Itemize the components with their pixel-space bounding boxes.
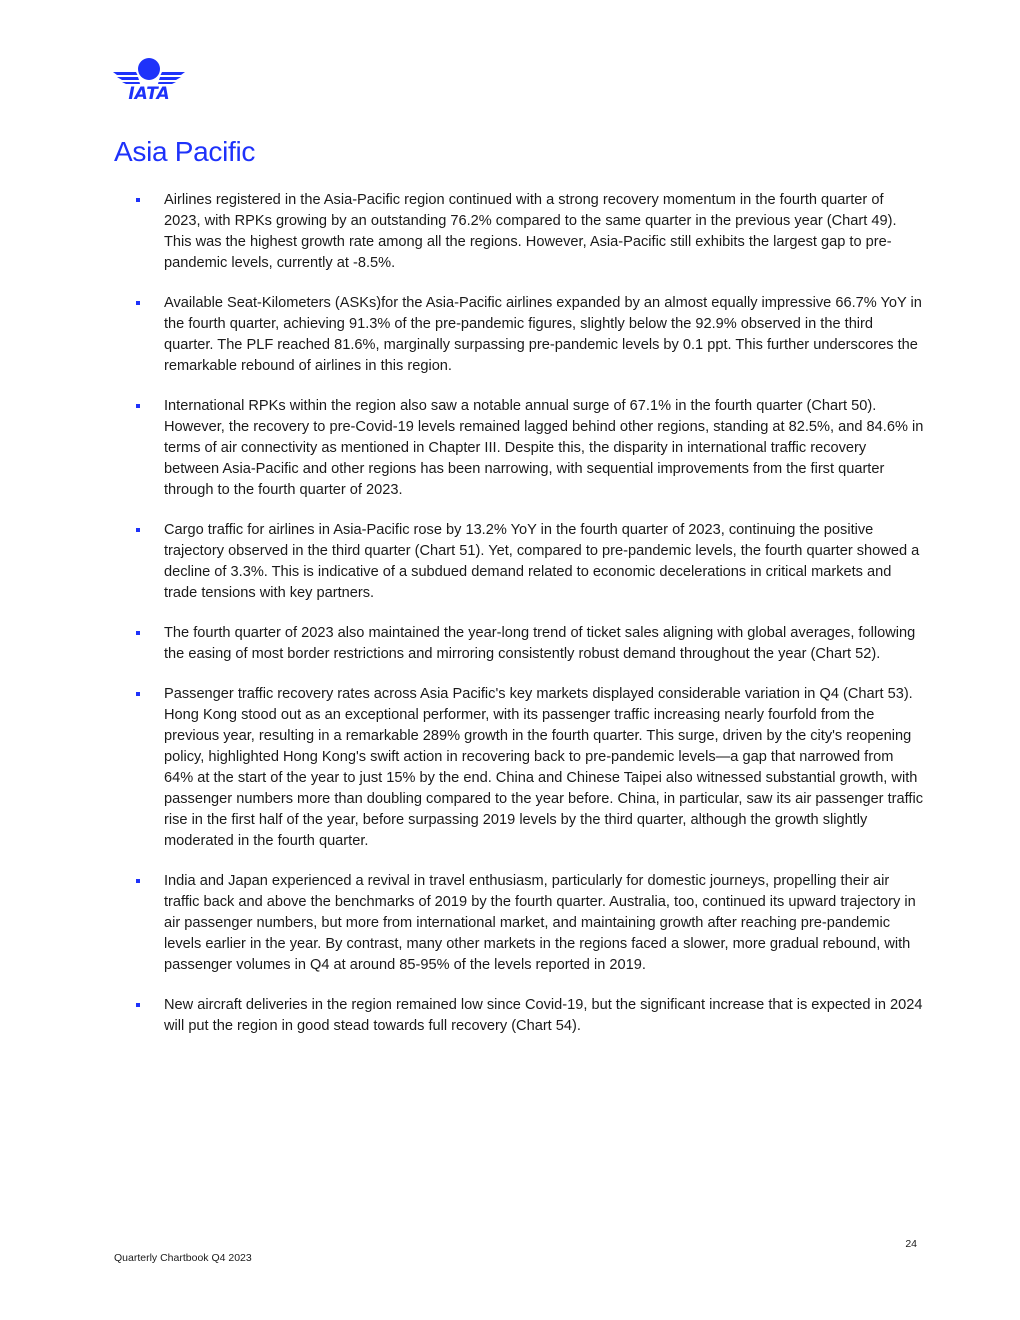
list-item: [134, 190, 924, 274]
list-item-text: Available Seat-Kilometers (ASKs)for the Asia-Pacific airlines expanded by an almost equally impressive 66.7% YoY in the fourth quarter, achieving 91.3% of the pre-pandemic figures, slightly below the 92.9% observed in the third quarter. The PLF reached 81.6%, marginally surpassing pre-pandemic levels by 0.1 ppt. This further underscores the remarkable rebound of airlines in this region.: [164, 295, 922, 374]
list-item: [134, 995, 924, 1037]
list-item-text: Passenger traffic recovery rates across Asia Pacific's key markets displayed considerable variation in Q4 (Chart 53). Hong Kong stood out as an exceptional performer, with its passenger traffic increasing nearly fourfold from the previous year, resulting in a remarkable 289% growth in the fourth quarter. This surge, driven by the city's reopening policy, highlighted Hong Kong's swift action in recovering back to pre-pandemic levels—a gap that narrowed from 64% at the start of the year to just 15% by the end. China and Chinese Taipei also witnessed substantial growth, with passenger numbers more than doubling compared to the year before. China, in particular, saw its air passenger traffic rise in the first half of the year, before surpassing 2019 levels by the third quarter, although the growth slightly moderated in the fourth quarter.: [164, 686, 924, 849]
list-item-text: The fourth quarter of 2023 also maintained the year-long trend of ticket sales aligning with global averages, following the easing of most border restrictions and mirroring consistently robust demand throughout the year (Chart 52).: [164, 625, 916, 662]
bullet-marker-icon: [136, 1003, 140, 1007]
page-number: 24: [905, 1238, 917, 1250]
iata-logo: [112, 57, 188, 105]
page-title: Asia Pacific: [114, 136, 256, 167]
list-item-text: New aircraft deliveries in the region remained low since Covid-19, but the significant increase that is expected in 2024 will put the region in good stead towards full recovery (Chart 54).: [164, 997, 923, 1034]
list-item-text: India and Japan experienced a revival in travel enthusiasm, particularly for domestic journeys, propelling their air traffic back and above the benchmarks of 2019 by the fourth quarter. Australia, too, continued its upward trajectory in air passenger numbers, but more from international market, and maintaining growth after reaching pre-pandemic levels earlier in the year. By contrast, many other markets in the regions faced a slower, more gradual rebound, with passenger volumes in Q4 at around 85-95% of the levels reported in 2019.: [164, 873, 916, 973]
bullet-marker-icon: [136, 301, 140, 305]
list-item: [134, 520, 924, 604]
list-item-text: Cargo traffic for airlines in Asia-Pacific rose by 13.2% YoY in the fourth quarter of 2023, continuing the positive trajectory observed in the third quarter (Chart 51). Yet, compared to pre-pandemic levels, the fourth quarter showed a decline of 3.3%. This is indicative of a subdued demand related to economic decelerations in critical markets and trade tensions with key partners.: [164, 522, 920, 601]
bullet-marker-icon: [136, 198, 140, 202]
list-item: [134, 684, 924, 852]
logo-wordmark: IATA: [128, 84, 170, 104]
bullet-marker-icon: [136, 879, 140, 883]
list-item-text: Airlines registered in the Asia-Pacific region continued with a strong recovery momentum in the fourth quarter of 2023, with RPKs growing by an outstanding 76.2% compared to the same quarter in the previous year (Chart 49). This was the highest growth rate among all the regions. However, Asia-Pacific still exhibits the largest gap to pre-pandemic levels, currently at -8.5%.: [164, 192, 897, 271]
footer-publication-title: Quarterly Chartbook Q4 2023: [114, 1252, 252, 1264]
bullet-marker-icon: [136, 631, 140, 635]
list-item-text: International RPKs within the region also saw a notable annual surge of 67.1% in the fourth quarter (Chart 50). However, the recovery to pre-Covid-19 levels remained lagged behind other regions, standing at 82.5%, and 84.6% in terms of air connectivity as mentioned in Chapter III. Despite this, the disparity in international traffic recovery between Asia-Pacific and other regions has been narrowing, with sequential improvements from the first quarter through to the fourth quarter of 2023.: [164, 398, 924, 498]
list-item: [134, 396, 924, 501]
list-item: [134, 293, 924, 377]
list-item: [134, 871, 924, 976]
bullet-marker-icon: [136, 528, 140, 532]
bullet-marker-icon: [136, 404, 140, 408]
bullet-list: [134, 190, 924, 1056]
list-item: [134, 623, 924, 665]
bullet-marker-icon: [136, 692, 140, 696]
